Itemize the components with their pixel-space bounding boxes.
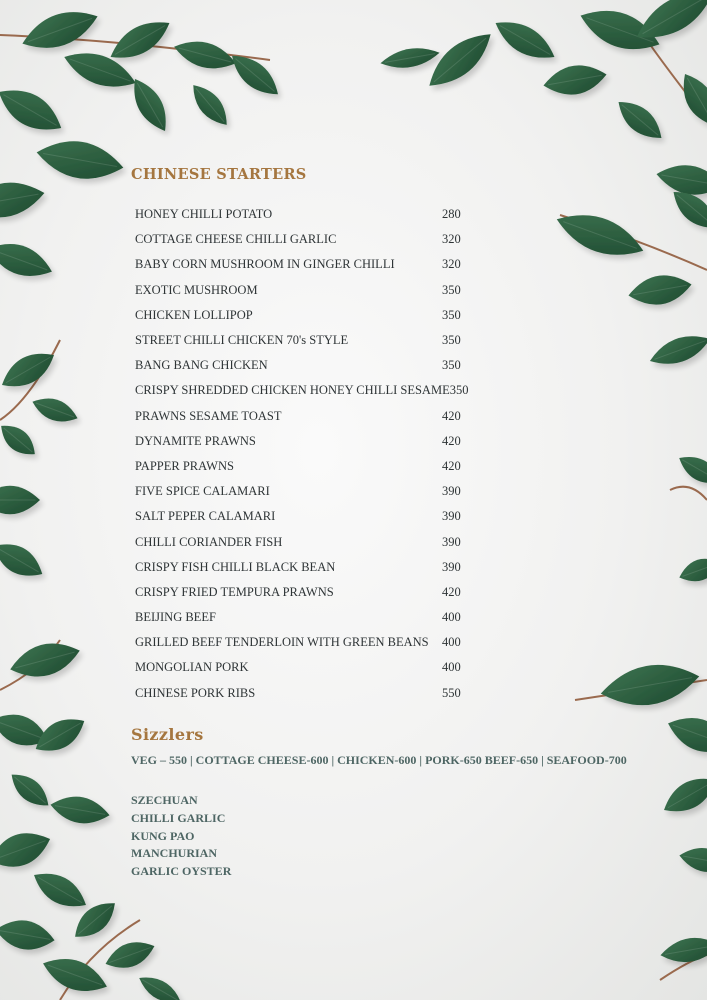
leaf-shape — [0, 418, 42, 462]
menu-item-name: CHICKEN LOLLIPOP — [135, 307, 253, 322]
menu-item — [135, 303, 480, 328]
menu-item — [135, 252, 480, 277]
menu-item — [135, 353, 480, 378]
menu-item-name: MONGOLIAN PORK — [135, 660, 249, 675]
menu-item-price: 400 — [442, 660, 461, 675]
menu-item-price: 420 — [442, 584, 461, 599]
sizzlers-heading: Sizzlers — [131, 725, 204, 744]
menu-item-price: 350 — [442, 358, 461, 373]
leaf-shape — [676, 553, 707, 588]
leaf-shape — [0, 824, 55, 875]
menu-item-name: HONEY CHILLI POTATO — [135, 207, 273, 222]
leaf-shape — [0, 235, 57, 285]
menu-item — [135, 378, 480, 403]
menu-item-name: BANG BANG CHICKEN — [135, 358, 268, 373]
menu-item — [135, 227, 480, 252]
leaf-shape — [0, 535, 49, 586]
leaf-shape — [0, 78, 69, 141]
menu-item-price: 420 — [442, 433, 461, 448]
menu-item-price: 400 — [442, 635, 461, 650]
menu-item-name: STREET CHILLI CHICKEN 70's STYLE — [135, 333, 349, 348]
menu-item-price: 280 — [442, 207, 461, 222]
menu-item — [135, 404, 480, 429]
menu-item-name: CRISPY FISH CHILLI BLACK BEAN — [135, 559, 336, 574]
menu-item — [135, 429, 480, 454]
menu-item-price: 400 — [442, 610, 461, 625]
menu-item-name: PAPPER PRAWNS — [135, 458, 234, 473]
menu-item-price: 550 — [442, 685, 461, 700]
menu-item-name: PRAWNS SESAME TOAST — [135, 408, 282, 423]
menu-item — [135, 328, 480, 353]
menu-item-price: 420 — [442, 458, 461, 473]
leaf-shape — [0, 916, 57, 955]
menu-item — [135, 454, 480, 479]
menu-item — [135, 504, 480, 529]
leaf-shape — [674, 449, 707, 491]
menu-item-price: 350 — [442, 282, 461, 297]
menu-item-price: 350 — [449, 383, 469, 398]
menu-item-price: 320 — [442, 232, 461, 247]
menu-item — [135, 278, 480, 303]
branch-stem — [670, 487, 707, 500]
menu-item — [135, 202, 480, 227]
menu-item — [135, 630, 480, 655]
menu-item-name: GRILLED BEEF TENDERLOIN WITH GREEN BEANS — [135, 635, 429, 650]
leaf-shape — [135, 970, 186, 1000]
sizzler-prices-line: VEG – 550 | COTTAGE CHEESE-600 | CHICKEN-600 | PORK-650 BEEF-650 | SEAFOOD-700 — [131, 753, 627, 767]
sizzler-style-item: MANCHURIAN — [131, 846, 217, 861]
menu-item-price: 350 — [442, 307, 461, 322]
sizzler-style-item: SZECHUAN — [131, 793, 198, 807]
menu-item — [135, 555, 480, 580]
leaf-shape — [658, 769, 707, 822]
chinese-starters-heading: CHINESE STARTERS — [131, 166, 307, 183]
leaf-shape — [674, 68, 707, 133]
menu-item-price: 350 — [442, 333, 461, 348]
menu-item-price: 390 — [442, 559, 461, 574]
menu-item-price: 390 — [442, 509, 461, 524]
menu-item-name: EXOTIC MUSHROOM — [135, 282, 258, 297]
menu-item-name: DYNAMITE PRAWNS — [135, 433, 256, 448]
menu-item-name: BABY CORN MUSHROOM IN GINGER CHILLI — [135, 257, 395, 272]
menu-item-name: CRISPY FRIED TEMPURA PRAWNS — [135, 584, 334, 599]
menu-item-name: CRISPY SHREDDED CHICKEN HONEY CHILLI SESAME — [135, 383, 450, 398]
menu-item — [135, 580, 480, 605]
sizzler-style-item: KUNG PAO — [131, 828, 195, 843]
menu-item — [135, 479, 480, 504]
sizzler-style-item: CHILLI GARLIC — [131, 810, 226, 825]
chinese-starters-list — [135, 202, 480, 706]
menu-item-name: CHINESE PORK RIBS — [135, 685, 256, 700]
menu-item-price: 390 — [442, 484, 461, 499]
menu-item-name: COTTAGE CHEESE CHILLI GARLIC — [135, 232, 337, 247]
menu-item — [135, 681, 480, 706]
menu-item-price: 390 — [442, 534, 461, 549]
menu-item — [135, 605, 480, 630]
menu-item — [135, 655, 480, 680]
menu-item-name: SALT PEPER CALAMARI — [135, 509, 276, 524]
menu-item-name: FIVE SPICE CALAMARI — [135, 484, 270, 499]
menu-item-price: 420 — [442, 408, 461, 423]
sizzler-style-item: GARLIC OYSTER — [131, 864, 232, 879]
sizzler-styles-list — [131, 792, 231, 881]
leaf-shape — [646, 328, 707, 372]
menu-item-name: CHILLI CORIANDER FISH — [135, 534, 283, 549]
menu-item — [135, 529, 480, 554]
leaf-shape — [658, 933, 707, 966]
menu-item-price: 320 — [442, 257, 461, 272]
menu-item-name: BEIJING BEEF — [135, 610, 216, 625]
